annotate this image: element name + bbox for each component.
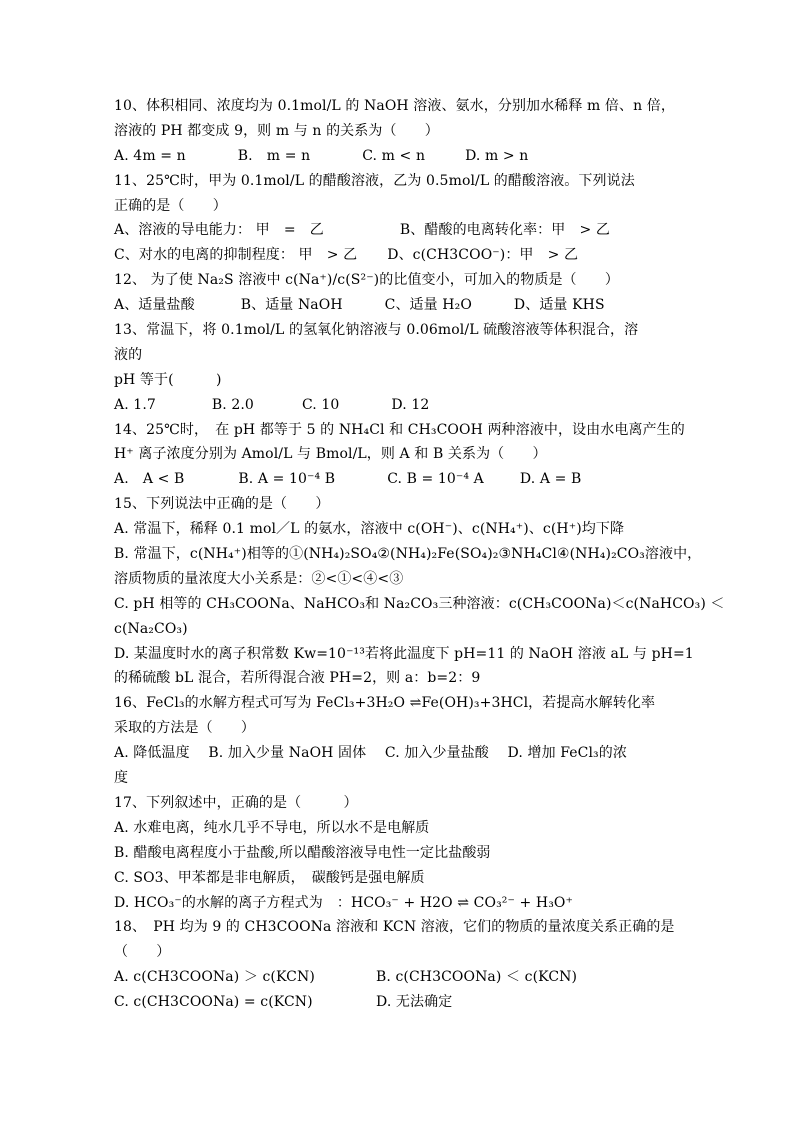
q10-option-c: C. m < n (362, 147, 426, 164)
q11-option-d: D、c(CH3COO⁻)：甲 > 乙 (387, 247, 579, 264)
q11-option-b: B、醋酸的电离转化率：甲 > 乙 (399, 222, 610, 239)
q12-option-d: D、适量 KHS (513, 297, 605, 314)
q16-options-line1: A. 降低温度 B. 加入少量 NaOH 固体 C. 加入少量盐酸 D. 增加 FeCl₃的浓 (114, 745, 627, 762)
q18-option-d: D. 无法确定 (376, 994, 453, 1011)
q10-option-a: A. 4m = n (114, 147, 186, 164)
q17-option-b: B. 醋酸电离程度小于盐酸,所以醋酸溶液导电性一定比盐酸弱 (114, 844, 491, 861)
q14-option-a: A. A < B (114, 471, 185, 488)
q11-options-ab (114, 218, 684, 243)
q15-option-b-line2: 溶质物质的量浓度大小关系是：②<①<④<③ (114, 570, 404, 587)
q18-option-a: A. c(CH3COONa) ＞ c(KCN) (114, 969, 315, 986)
q18-stem-line2: （ ） (114, 944, 171, 961)
q11-option-a: A、溶液的导电能力： 甲 = 乙 (114, 222, 324, 239)
q14-option-d: D. A = B (519, 471, 582, 488)
q15-option-d-line2: 的稀硫酸 bL 混合，若所得混合液 PH=2，则 a：b=2：9 (114, 670, 481, 687)
q14-options (114, 467, 684, 492)
q18-option-b: B. c(CH3COONa) ＜ c(KCN) (376, 969, 578, 986)
q12-stem: 12、 为了使 Na₂S 溶液中 c(Na⁺)/c(S²⁻)的比值变小，可加入的物质是（ ） (114, 272, 619, 289)
q13-option-a: A. 1.7 (114, 396, 156, 413)
q10-stem-line2: 溶液的 PH 都变成 9，则 m 与 n 的关系为（ ） (114, 122, 439, 139)
q11-option-c: C、对水的电离的抑制程度： 甲 > 乙 (114, 247, 358, 264)
q14-stem-line1: 14、25℃时， 在 pH 都等于 5 的 NH₄Cl 和 CH₃COOH 两种溶液中，设由水电离产生的 (114, 421, 685, 438)
q14-stem-line2: H⁺ 离子浓度分别为 Amol/L 与 Bmol/L，则 A 和 B 关系为（ ） (114, 446, 547, 463)
q11-stem-line2: 正确的是（ ） (114, 197, 227, 214)
q17-option-d: D. HCO₃⁻的水解的离子方程式为 ：HCO₃⁻ + H2O ⇌ CO₃²⁻ + H₃O⁺ (114, 894, 574, 911)
q14-option-c: C. B = 10⁻⁴ A (387, 471, 484, 488)
q17-stem: 17、下列叙述中，正确的是（ ） (114, 794, 358, 811)
q10-option-d: D. m > n (465, 147, 529, 164)
q17-option-a: A. 水难电离，纯水几乎不导电，所以水不是电解质 (114, 819, 430, 836)
q12-option-a: A、适量盐酸 (114, 297, 195, 314)
q15-option-c-line1: C. pH 相等的 CH₃COONa、NaHCO₃和 Na₂CO₃三种溶液：c(CH₃COONa)＜c(NaHCO₃) ＜ (114, 595, 725, 612)
q13-stem-line2: 液的 (114, 346, 143, 363)
q18-option-c: C. c(CH3COONa) = c(KCN) (114, 994, 313, 1011)
q10-stem-line1: 10、体积相同、浓度均为 0.1mol/L 的 NaOH 溶液、氨水，分别加水稀释 m 倍、n 倍， (114, 98, 675, 114)
q13-option-c: C. 10 (301, 396, 340, 413)
q16-stem-line1: 16、FeCl₃的水解方程式可写为 FeCl₃+3H₂O ⇌Fe(OH)₃+3HCl，若提高水解转化率 (114, 695, 656, 712)
q18-options-cd (114, 990, 684, 1015)
q15-option-c-line2: c(Na₂CO₃) (114, 620, 188, 637)
q10-options (114, 144, 684, 169)
q18-options-ab (114, 965, 684, 990)
question-sheet (114, 94, 725, 1015)
q11-options-cd (114, 243, 684, 268)
q11-stem-line1: 11、25℃时，甲为 0.1mol/L 的醋酸溶液，乙为 0.5mol/L 的醋酸溶液。下列说法 (114, 172, 635, 189)
q13-stem-line1: 13、常温下，将 0.1mol/L 的氢氧化钠溶液与 0.06mol/L 硫酸溶液等体积混合，溶 (114, 322, 639, 339)
q13-options (114, 393, 684, 418)
q13-option-b: B. 2.0 (211, 396, 254, 413)
q13-option-d: D. 12 (391, 396, 430, 413)
q13-stem-line3: pH 等于( ) (114, 371, 222, 388)
q12-options (114, 293, 684, 318)
q15-option-b-line1: B. 常温下，c(NH₄⁺)相等的①(NH₄)₂SO₄②(NH₄)₂Fe(SO₄)₂③NH₄Cl④(NH₄)₂CO₃溶液中， (114, 546, 702, 563)
q17-option-c: C. SO3、甲苯都是非电解质， 碳酸钙是强电解质 (114, 869, 425, 886)
q16-stem-line2: 采取的方法是（ ） (114, 720, 255, 737)
q15-option-a: A. 常温下，稀释 0.1 mol／L 的氨水，溶液中 c(OH⁻)、c(NH₄⁺)、c(H⁺)均下降 (114, 521, 625, 538)
q18-stem-line1: 18、 PH 均为 9 的 CH3COONa 溶液和 KCN 溶液，它们的物质的量浓度关系正确的是 (114, 919, 675, 936)
q15-option-d-line1: D. 某温度时水的离子积常数 Kw=10⁻¹³若将此温度下 pH=11 的 NaOH 溶液 aL 与 pH=1 (114, 645, 694, 662)
q15-stem: 15、下列说法中正确的是（ ） (114, 496, 330, 513)
q12-option-c: C、适量 H₂O (384, 297, 472, 314)
q16-options-line2: 度 (114, 770, 129, 787)
q10-option-b: B. m = n (237, 147, 311, 164)
q14-option-b: B. A = 10⁻⁴ B (238, 471, 336, 488)
q12-option-b: B、适量 NaOH (240, 297, 343, 314)
